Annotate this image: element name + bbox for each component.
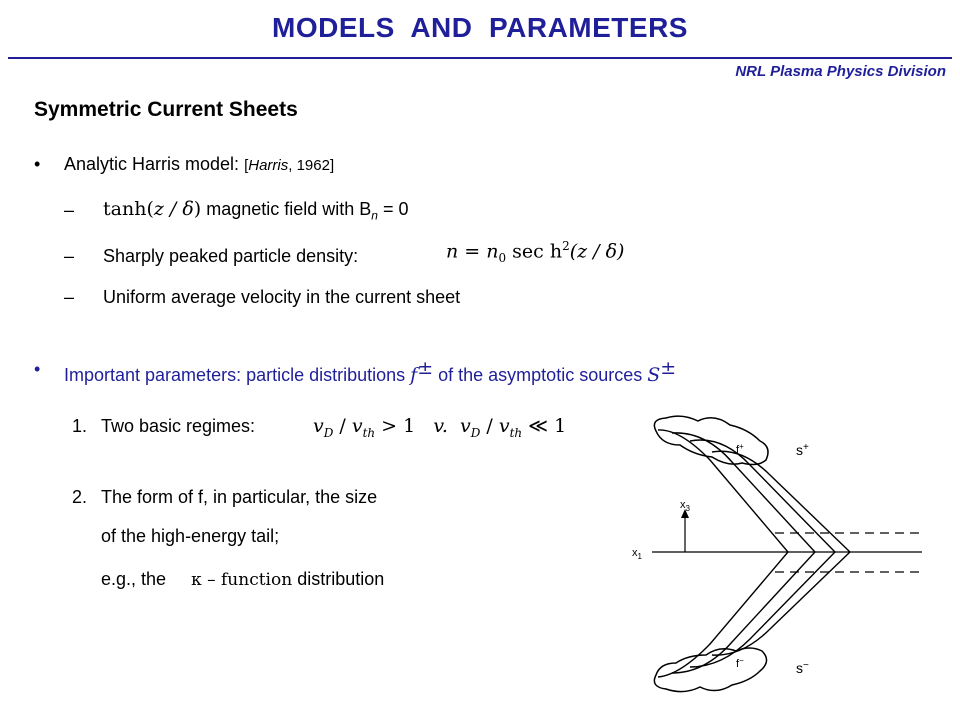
subitem-velocity: Uniform average velocity in the current sheet bbox=[103, 287, 461, 307]
bullet-params-text: Important parameters: particle distributions f± of the asymptotic sources S± bbox=[64, 357, 677, 386]
subitem-marker: – bbox=[64, 200, 75, 220]
x1-label: $x_1$ bbox=[632, 547, 642, 561]
bullet-params: • bbox=[34, 359, 41, 379]
current-sheet-diagram bbox=[610, 405, 940, 705]
tail-text-2: of the high-energy tail; bbox=[101, 526, 280, 546]
bullet-text: Analytic Harris model: bbox=[64, 154, 245, 174]
kappa-line: e.g., the κ – function distribution bbox=[101, 569, 385, 590]
s-plus-label: s+ bbox=[796, 442, 809, 458]
formula-regimes: $v_D / v_{th} > 1$ v. $v_D / v_{th}$ ≪ 1 bbox=[313, 415, 567, 440]
trajectory-1 bbox=[658, 430, 788, 677]
subitem-marker: – bbox=[64, 287, 75, 307]
regimes-text: Two basic regimes: bbox=[101, 416, 256, 436]
f-minus-label: f− bbox=[736, 656, 744, 670]
numbered-marker: 2. bbox=[72, 487, 88, 507]
citation: [Harris, 1962] bbox=[244, 157, 335, 174]
section-title: Symmetric Current Sheets bbox=[34, 98, 298, 121]
title-divider bbox=[8, 57, 952, 59]
formula-tanh: tanh(z / δ) bbox=[103, 198, 202, 220]
x3-label: $x_3$ bbox=[680, 499, 690, 513]
subitem-marker: – bbox=[64, 246, 75, 266]
source-blob-top bbox=[654, 416, 768, 464]
trajectory-2 bbox=[672, 433, 815, 673]
organization-label: NRL Plasma Physics Division bbox=[735, 63, 946, 80]
f-plus-label: f+ bbox=[736, 442, 744, 456]
formula-density: $n = n_0$ $\sec h^2(z / \delta)$ bbox=[446, 239, 625, 266]
subitem-density: Sharply peaked particle density: bbox=[103, 246, 359, 266]
s-minus-label: s− bbox=[796, 660, 809, 676]
bullet-marker: • bbox=[34, 154, 41, 174]
page-title: MODELS AND PARAMETERS bbox=[272, 12, 688, 43]
bullet-harris-text bbox=[64, 154, 334, 175]
trajectory-4 bbox=[712, 451, 850, 655]
bullet-harris bbox=[34, 154, 40, 175]
subitem-tanh: tanh(z / δ) magnetic field with $B_n = 0$ bbox=[103, 198, 409, 223]
source-blob-bottom bbox=[654, 648, 766, 692]
numbered-marker: 1. bbox=[72, 416, 88, 436]
tail-text: The form of f, in particular, the size bbox=[101, 487, 378, 507]
